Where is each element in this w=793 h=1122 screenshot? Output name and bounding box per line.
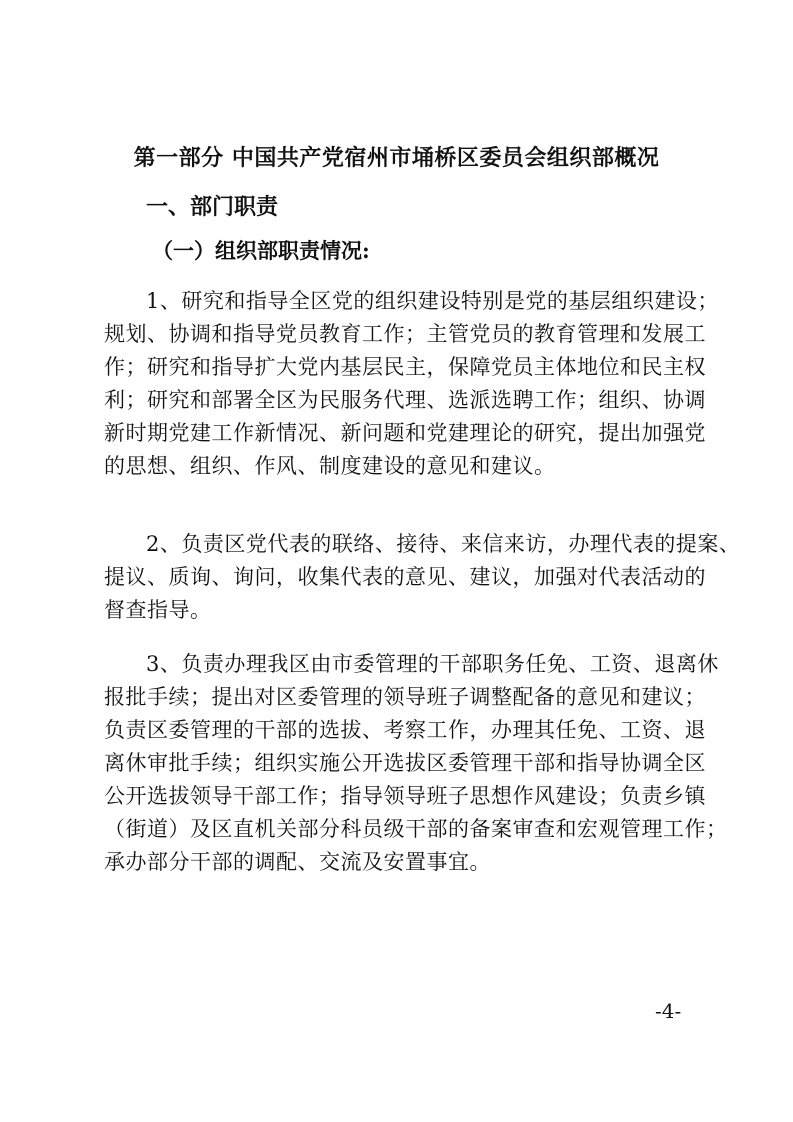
- paragraph-line: 报批手续；提出对区委管理的领导班子调整配备的意见和建议；: [104, 685, 706, 709]
- paragraph-line: 3、负责办理我区由市委管理的干部职务任免、工资、退离休: [146, 652, 719, 676]
- paragraph-line: 承办部分干部的调配、交流及安置事宜。: [104, 850, 491, 874]
- paragraph-2: [104, 528, 741, 627]
- paragraph-line: 督查指导。: [104, 598, 212, 622]
- paragraph-line: 的思想、组织、作风、制度建设的意见和建议。: [104, 454, 556, 478]
- paragraph-line: 1、研究和指导全区党的组织建设特别是党的基层组织建设；: [146, 289, 719, 313]
- paragraph-line: 负责区委管理的干部的选拔、考察工作，办理其任免、工资、退: [104, 718, 706, 742]
- paragraph-line: 离休审批手续；组织实施公开选拔区委管理干部和指导协调全区: [104, 751, 706, 775]
- paragraph-line: 提议、质询、询问，收集代表的意见、建议，加强对代表活动的: [104, 565, 706, 589]
- paragraph-line: 新时期党建工作新情况、新问题和党建理论的研究，提出加强党: [104, 421, 706, 445]
- paragraph-line: 2、负责区党代表的联络、接待、来信来访，办理代表的提案、: [146, 532, 741, 556]
- paragraph-line: 公开选拔领导干部工作；指导领导班子思想作风建设；负责乡镇: [104, 784, 706, 808]
- subsection-heading: （一）组织部职责情况:: [152, 238, 370, 263]
- paragraph-3: [104, 648, 728, 879]
- paragraph-line: （街道）及区直机关部分科员级干部的备案审查和宏观管理工作；: [104, 817, 728, 841]
- page-number: -4-: [655, 999, 682, 1023]
- paragraph-1: [104, 285, 719, 483]
- paragraph-line: 利；研究和部署全区为民服务代理、选派选聘工作；组织、协调: [104, 388, 706, 412]
- paragraph-line: 作；研究和指导扩大党内基层民主，保障党员主体地位和民主权: [104, 355, 706, 379]
- document-title: 第一部分 中国共产党宿州市埇桥区委员会组织部概况: [133, 146, 660, 171]
- section-heading: 一、部门职责: [146, 195, 279, 220]
- paragraph-line: 规划、协调和指导党员教育工作；主管党员的教育管理和发展工: [104, 322, 706, 346]
